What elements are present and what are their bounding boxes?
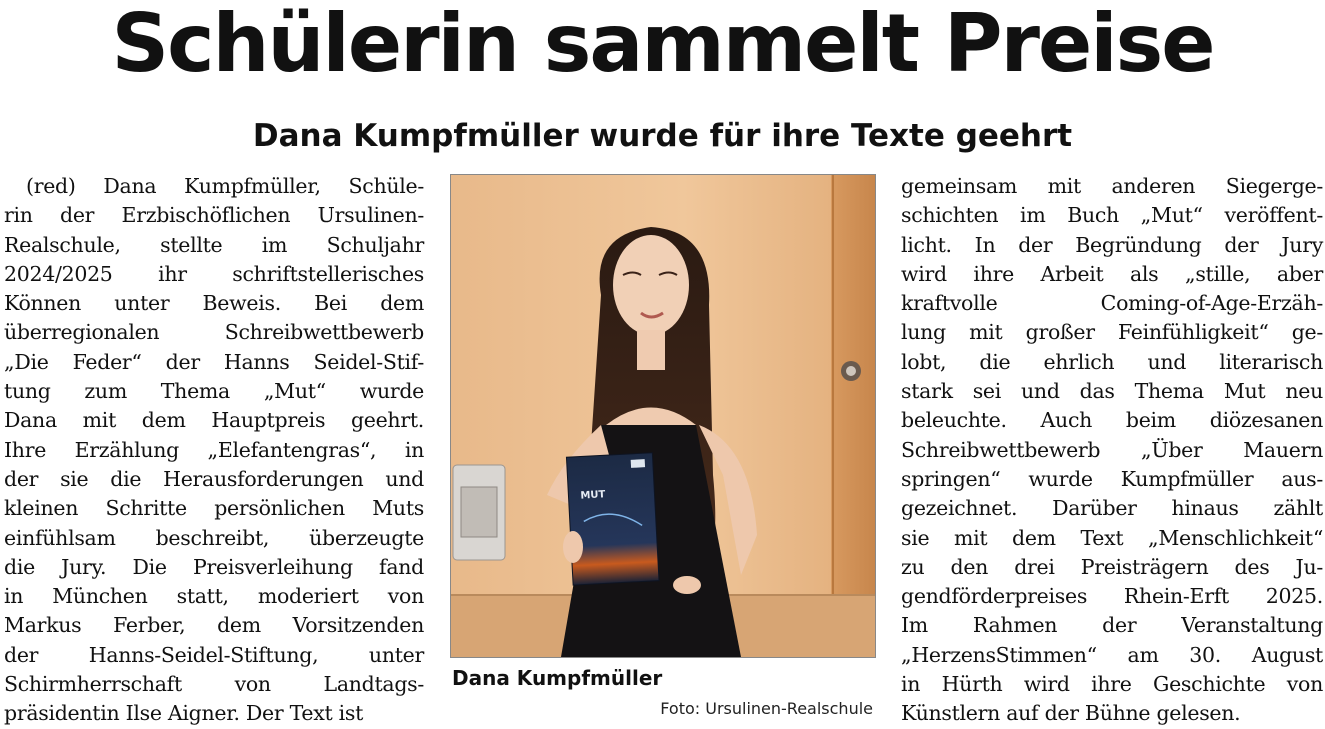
article-photo (450, 174, 876, 658)
book-cover (566, 453, 659, 585)
photo-credit: Foto: Ursulinen-Realschule (660, 699, 873, 718)
text-line: beleuchte. Auch beim diözesanen (901, 408, 1323, 433)
text-line: sie mit dem Text „Menschlichkeit“ (901, 525, 1323, 550)
text-line: Realschule, stellte im Schuljahr (4, 232, 424, 257)
text-line: die Jury. Die Preisverleihung fand (4, 554, 424, 579)
text-line: Schreibwettbewerb „Über Mauern (901, 437, 1323, 462)
text-line: gezeichnet. Darüber hinaus zählt (901, 496, 1323, 521)
left-text-column (4, 172, 424, 729)
text-line: lobt, die ehrlich und literarisch (901, 349, 1323, 374)
text-line: zu den drei Preisträgern des Ju- (901, 554, 1323, 579)
text-line: Künstlern auf der Bühne gelesen. (901, 701, 1241, 726)
right-text-column (901, 172, 1323, 729)
photo-caption: Dana Kumpfmüller (452, 666, 663, 690)
text-line: in München statt, moderiert von (4, 584, 424, 609)
text-line: tung zum Thema „Mut“ wurde (4, 379, 424, 404)
text-line: der sie die Herausforderungen und (4, 466, 424, 491)
book-title: MUT (580, 489, 606, 502)
text-line: 2024/2025 ihr schriftstellerisches (4, 261, 424, 286)
text-line: gemeinsam mit anderen Siegerge- (901, 174, 1323, 198)
text-line: Markus Ferber, dem Vorsitzenden (4, 613, 424, 638)
article-headline: Schülerin sammelt Preise (111, 0, 1214, 90)
face-shape (613, 235, 689, 335)
text-line: Schirmherrschaft von Landtags- (4, 672, 424, 697)
text-line: schichten im Buch „Mut“ veröffent- (901, 203, 1323, 228)
text-line: Können unter Beweis. Bei dem (4, 291, 424, 316)
door-frame (831, 175, 875, 657)
text-line: stark sei und das Thema Mut neu (901, 379, 1323, 404)
photo-illustration (451, 175, 875, 657)
text-line: in Hürth wird ihre Geschichte von (901, 672, 1323, 697)
text-line: springen“ wurde Kumpfmüller aus- (901, 466, 1323, 491)
article-subheadline: Dana Kumpfmüller wurde für ihre Texte geehrt (252, 118, 1073, 154)
text-line: licht. In der Begründung der Jury (901, 232, 1323, 257)
text-line: wird ihre Arbeit als „stille, aber (901, 261, 1323, 286)
text-line: kraftvolle Coming-of-Age-Erzäh- (901, 291, 1323, 316)
text-line: „HerzensStimmen“ am 30. August (901, 642, 1323, 667)
text-line: „Die Feder“ der Hanns Seidel-Stif- (4, 349, 424, 374)
text-line: rin der Erzbischöflichen Ursulinen- (4, 203, 424, 228)
text-line: einfühlsam beschreibt, überzeugte (4, 525, 424, 550)
text-line: Dana mit dem Hauptpreis geehrt. (4, 408, 424, 433)
text-line: überregionalen Schreibwettbewerb (4, 320, 424, 345)
text-line: Ihre Erzählung „Elefantengras“, in (4, 437, 424, 462)
text-line: (red) Dana Kumpfmüller, Schüle- (26, 174, 424, 198)
text-line: gendförderpreises Rhein-Erft 2025. (901, 584, 1323, 609)
text-line: der Hanns-Seidel-Stiftung, unter (4, 642, 424, 667)
text-line: lung mit großer Feinfühligkeit“ ge- (901, 320, 1323, 345)
text-line: kleinen Schritte persönlichen Muts (4, 496, 424, 521)
text-line: Im Rahmen der Veranstaltung (901, 613, 1323, 638)
text-line: präsidentin Ilse Aigner. Der Text ist (4, 701, 364, 726)
